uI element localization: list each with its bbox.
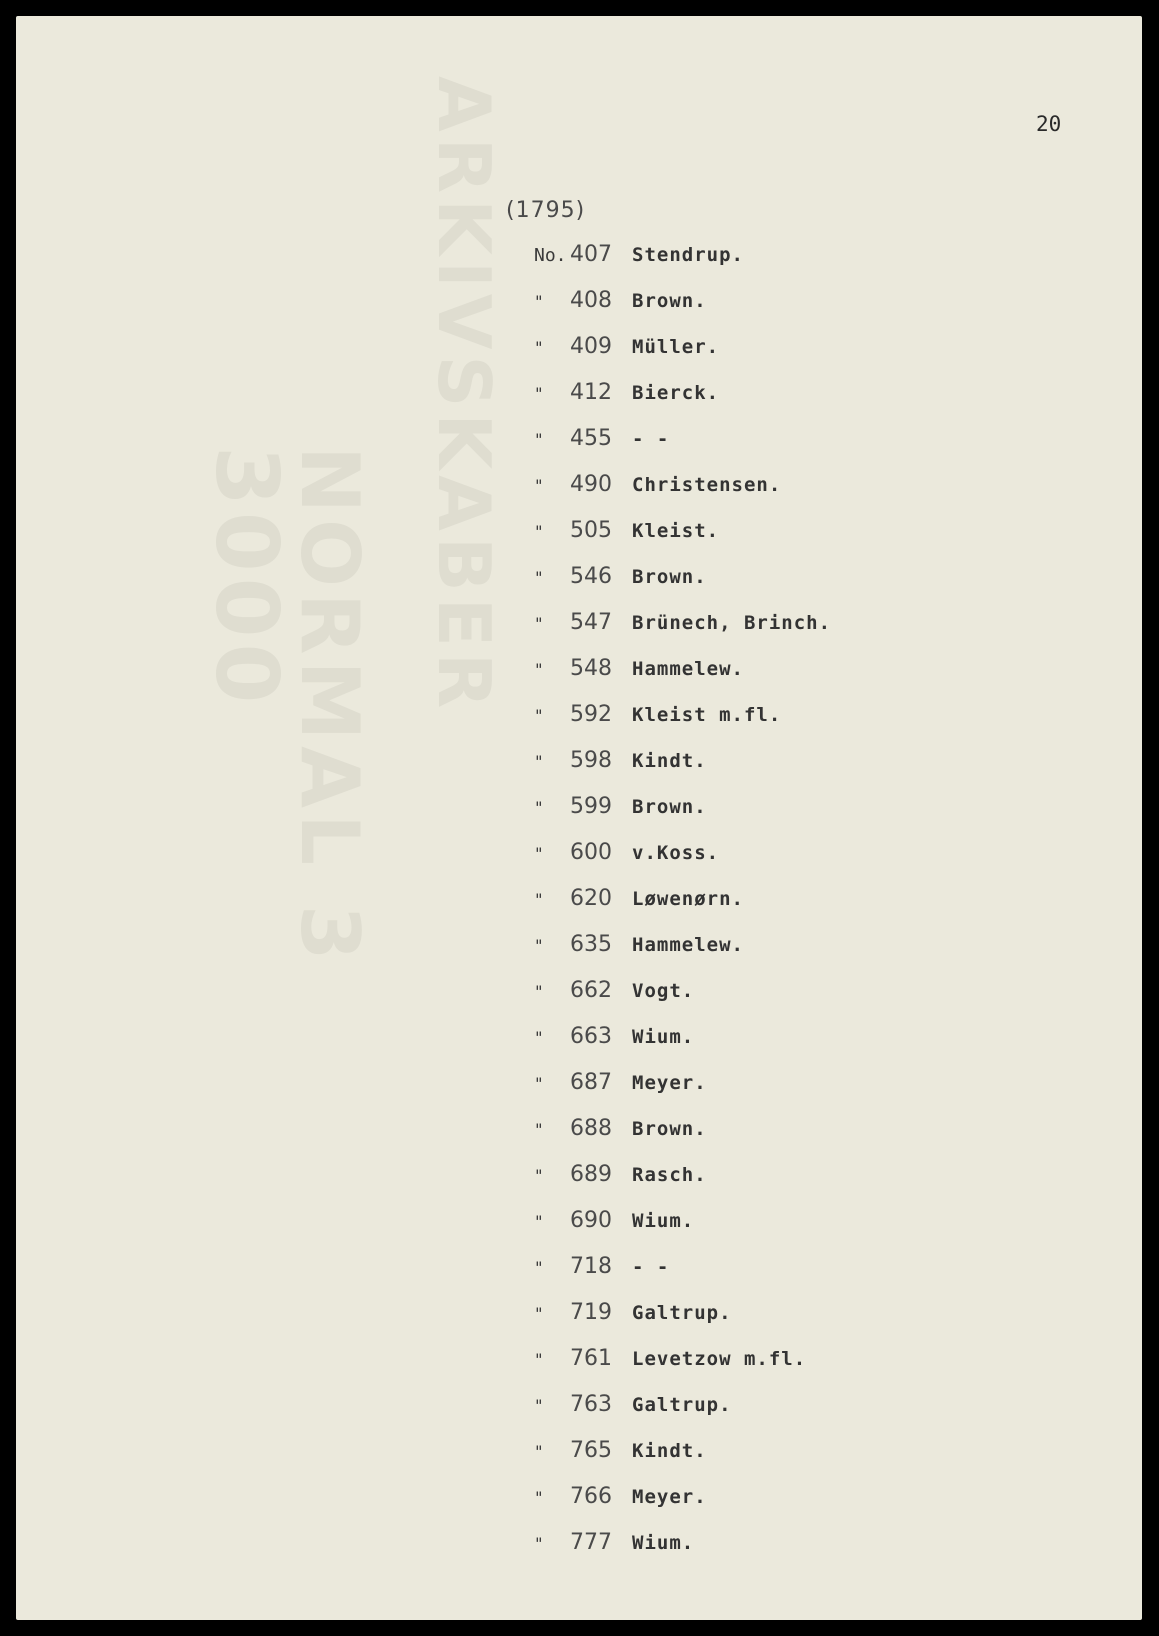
entry-prefix: " [534, 936, 544, 955]
entry-prefix: " [534, 384, 544, 403]
entry-number: 777 [570, 1530, 612, 1555]
entry-name: Wium. [632, 1026, 695, 1048]
entry-prefix: " [534, 568, 544, 587]
entry-prefix: " [534, 1028, 544, 1047]
entry-prefix: " [534, 660, 544, 679]
entry-name: Müller. [632, 336, 720, 358]
document-page [16, 16, 1142, 1620]
entry-number: 599 [570, 794, 612, 819]
entry-name: Meyer. [632, 1072, 707, 1094]
entry-name: v.Koss. [632, 842, 720, 864]
list-item [534, 978, 831, 1024]
entry-name: Wium. [632, 1210, 695, 1232]
entry-prefix: " [534, 1534, 544, 1553]
watermark-text: 3000 [196, 446, 296, 710]
list-item [534, 1346, 831, 1392]
list-item [534, 702, 831, 748]
entry-name: Kleist. [632, 520, 720, 542]
entry-number: 689 [570, 1162, 612, 1187]
list-item [534, 426, 831, 472]
watermark-text: ARKIVSKABER [422, 76, 506, 715]
entry-number: 687 [570, 1070, 612, 1095]
entry-number: 412 [570, 380, 612, 405]
entry-prefix: " [534, 982, 544, 1001]
entry-prefix: " [534, 1350, 544, 1369]
entry-number: 409 [570, 334, 612, 359]
entry-prefix: " [534, 890, 544, 909]
entry-prefix: " [534, 614, 544, 633]
year-header: (1795) [506, 198, 586, 223]
entry-name: Brünech, Brinch. [632, 612, 832, 634]
entry-name: Hammelew. [632, 934, 744, 956]
entry-number: 763 [570, 1392, 612, 1417]
entry-number: 546 [570, 564, 612, 589]
list-item [534, 748, 831, 794]
entry-number: 548 [570, 656, 612, 681]
list-item [534, 564, 831, 610]
list-item [534, 1162, 831, 1208]
entry-list [534, 242, 831, 1576]
entry-number: 547 [570, 610, 612, 635]
list-item [534, 1116, 831, 1162]
entry-prefix: " [534, 1120, 544, 1139]
entry-prefix: " [534, 1166, 544, 1185]
entry-name: Brown. [632, 796, 707, 818]
entry-prefix: " [534, 798, 544, 817]
entry-number: 662 [570, 978, 612, 1003]
entry-number: 490 [570, 472, 612, 497]
list-item [534, 932, 831, 978]
entry-name: Brown. [632, 1118, 707, 1140]
entry-prefix: No. [534, 245, 567, 266]
entry-prefix: " [534, 1442, 544, 1461]
entry-number: 719 [570, 1300, 612, 1325]
entry-number: 455 [570, 426, 612, 451]
entry-name: - - [632, 428, 670, 450]
entry-number: 592 [570, 702, 612, 727]
entry-prefix: " [534, 1212, 544, 1231]
entry-name: Galtrup. [632, 1394, 732, 1416]
entry-name: Hammelew. [632, 658, 744, 680]
entry-name: Levetzow m.fl. [632, 1348, 807, 1370]
list-item [534, 1438, 831, 1484]
entry-number: 408 [570, 288, 612, 313]
list-item [534, 1208, 831, 1254]
list-item [534, 1530, 831, 1576]
entry-name: Brown. [632, 566, 707, 588]
entry-prefix: " [534, 1396, 544, 1415]
entry-number: 620 [570, 886, 612, 911]
list-item [534, 518, 831, 564]
entry-name: Christensen. [632, 474, 782, 496]
list-item [534, 334, 831, 380]
entry-number: 598 [570, 748, 612, 773]
entry-number: 407 [570, 242, 612, 267]
entry-name: Galtrup. [632, 1302, 732, 1324]
list-item [534, 886, 831, 932]
entry-name: Bierck. [632, 382, 720, 404]
entry-number: 765 [570, 1438, 612, 1463]
entry-name: Kleist m.fl. [632, 704, 782, 726]
entry-prefix: " [534, 1074, 544, 1093]
entry-name: Stendrup. [632, 244, 744, 266]
list-item [534, 1254, 831, 1300]
entry-name: Kindt. [632, 750, 707, 772]
entry-number: 761 [570, 1346, 612, 1371]
entry-name: Rasch. [632, 1164, 707, 1186]
entry-number: 690 [570, 1208, 612, 1233]
entry-prefix: " [534, 522, 544, 541]
entry-number: 718 [570, 1254, 612, 1279]
entry-prefix: " [534, 476, 544, 495]
entry-prefix: " [534, 430, 544, 449]
list-item [534, 1392, 831, 1438]
entry-name: Wium. [632, 1532, 695, 1554]
list-item [534, 242, 831, 288]
list-item [534, 794, 831, 840]
entry-number: 600 [570, 840, 612, 865]
entry-number: 505 [570, 518, 612, 543]
entry-number: 766 [570, 1484, 612, 1509]
entry-name: Meyer. [632, 1486, 707, 1508]
entry-prefix: " [534, 292, 544, 311]
entry-prefix: " [534, 844, 544, 863]
list-item [534, 1484, 831, 1530]
entry-number: 688 [570, 1116, 612, 1141]
entry-prefix: " [534, 338, 544, 357]
list-item [534, 1300, 831, 1346]
entry-prefix: " [534, 1258, 544, 1277]
entry-name: Kindt. [632, 1440, 707, 1462]
entry-prefix: " [534, 1488, 544, 1507]
list-item [534, 380, 831, 426]
entry-prefix: " [534, 752, 544, 771]
entry-prefix: " [534, 706, 544, 725]
entry-number: 663 [570, 1024, 612, 1049]
watermark-text: NORMAL 3 [283, 446, 376, 967]
list-item [534, 288, 831, 334]
list-item [534, 610, 831, 656]
entry-name: Løwenørn. [632, 888, 744, 910]
list-item [534, 840, 831, 886]
list-item [534, 1024, 831, 1070]
entry-prefix: " [534, 1304, 544, 1323]
list-item [534, 472, 831, 518]
page-number: 20 [1036, 112, 1062, 136]
entry-number: 635 [570, 932, 612, 957]
entry-name: Brown. [632, 290, 707, 312]
list-item [534, 656, 831, 702]
entry-name: Vogt. [632, 980, 695, 1002]
list-item [534, 1070, 831, 1116]
entry-name: - - [632, 1256, 670, 1278]
